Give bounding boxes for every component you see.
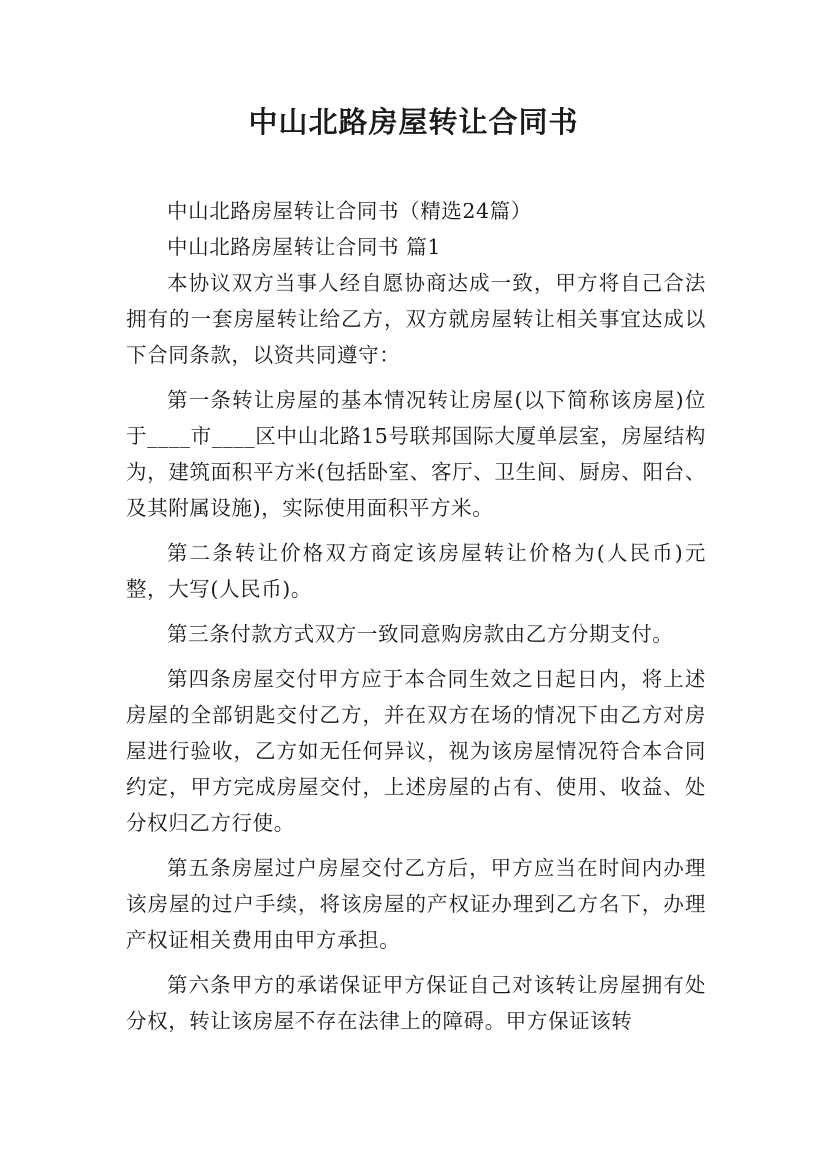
paragraph-intro: 本协议双方当事人经自愿协商达成一致，甲方将自己合法拥有的一套房屋转让给乙方，双方就房屋转让相关事宜达成以下合同条款，以资共同遵守：	[126, 271, 706, 367]
paragraph-article-4: 第四条房屋交付甲方应于本合同生效之日起日内，将上述房屋的全部钥匙交付乙方，并在双方在场的情况下由乙方对房屋进行验收，乙方如无任何异议，视为该房屋情况符合本合同约定，甲方完成房屋交付，上述房屋的占有、使用、收益、处分权归乙方行使。	[126, 667, 706, 835]
paragraph-section-heading: 中山北路房屋转让合同书 篇1	[167, 235, 441, 259]
paragraph-article-2: 第二条转让价格双方商定该房屋转让价格为(人民币)元整，大写(人民币)。	[126, 541, 706, 601]
document-title: 中山北路房屋转让合同书	[248, 105, 579, 139]
paragraph-article-3: 第三条付款方式双方一致同意购房款由乙方分期支付。	[167, 622, 674, 646]
paragraph-article-6: 第六条甲方的承诺保证甲方保证自己对该转让房屋拥有处分权，转让该房屋不存在法律上的障碍。甲方保证该转	[126, 973, 706, 1033]
document-body	[126, 193, 706, 1039]
paragraph-article-1: 第一条转让房屋的基本情况转让房屋(以下简称该房屋)位于____市____区中山北路15号联邦国际大厦单层室，房屋结构为，建筑面积平方米(包括卧室、客厅、卫生间、厨房、阳台、及其附属设施)，实际使用面积平方米。	[126, 388, 706, 520]
paragraph-article-5: 第五条房屋过户房屋交付乙方后，甲方应当在时间内办理该房屋的过户手续，将该房屋的产权证办理到乙方名下，办理产权证相关费用由甲方承担。	[126, 856, 706, 952]
paragraph-collection-heading: 中山北路房屋转让合同书（精选24篇）	[167, 199, 532, 223]
